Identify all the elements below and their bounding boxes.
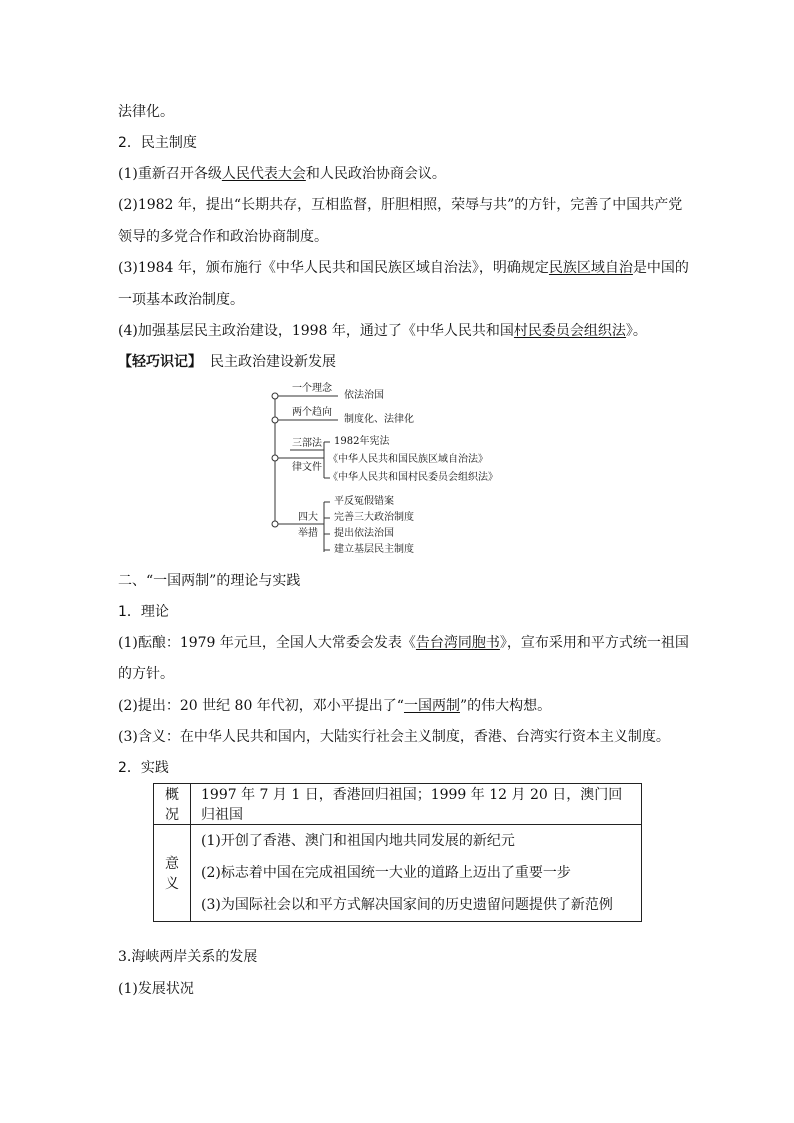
- mind-map-leaf: 依法治国: [344, 390, 384, 401]
- text-line: (3)含义：在中华人民共和国内，大陆实行社会主义制度，香港、台湾实行资本主义制度。: [118, 729, 670, 745]
- text-fragment: (1)酝酿：1979 年元旦，全国人大常委会发表《: [118, 635, 416, 651]
- significance-item: (1)开创了香港、澳门和祖国内地共同发展的新纪元: [201, 833, 515, 849]
- text-line: 一项基本政治制度。: [118, 292, 244, 308]
- significance-item: (2)标志着中国在完成祖国统一大业的道路上迈出了重要一步: [201, 865, 571, 881]
- memory-tag: 【轻巧识记】: [118, 354, 202, 370]
- mind-map-branch-label: 四大: [298, 512, 318, 523]
- text-line: 的方针。: [118, 666, 174, 682]
- section-heading: 1．理论: [118, 604, 169, 620]
- text-line: 领导的多党合作和政治协商制度。: [118, 229, 328, 245]
- text-line: (2)1982 年，提出“长期共存，互相监督，肝胆相照，荣辱与共”的方针，完善了中国共产党: [118, 197, 683, 213]
- table-header-cell: 意义: [154, 825, 191, 922]
- mind-map-branch-label: 一个理念: [292, 383, 332, 394]
- text-fragment: 》。: [625, 323, 647, 339]
- mind-map-branch-label: 律文件: [292, 462, 322, 473]
- text-line: [118, 634, 689, 652]
- text-line: [118, 165, 446, 183]
- text-fragment: (4)加强基层民主政治建设，1998 年，通过了《中华人民共和国: [118, 323, 514, 339]
- mind-map-branch-label: 举措: [298, 528, 318, 539]
- text-fragment: 民主政治建设新发展: [210, 354, 336, 370]
- mind-map-leaf: 提出依法治国: [334, 528, 394, 539]
- mind-map: [270, 380, 530, 560]
- section-heading: 2．民主制度: [118, 135, 197, 151]
- underlined-term: 一国两制: [403, 698, 460, 714]
- practice-table: [153, 783, 642, 922]
- section-heading: 3.海峡两岸关系的发展: [118, 949, 258, 965]
- section-heading: 二、“一国两制”的理论与实践: [118, 573, 301, 589]
- mind-map-leaf: 《中华人民共和国村民委员会组织法》: [328, 472, 498, 483]
- text-fragment: ”的伟大构想。: [459, 698, 552, 714]
- table-cell: 1997 年 7 月 1 日，香港回归祖国；1999 年 12 月 20 日，澳门回归祖国: [191, 784, 642, 825]
- table-cell: [191, 825, 642, 922]
- text-fragment: (2)提出：20 世纪 80 年代初，邓小平提出了“: [118, 698, 404, 714]
- mind-map-leaf: 完善三大政治制度: [334, 512, 414, 523]
- text-line: [118, 259, 689, 277]
- text-fragment: (3)1984 年，颁布施行《中华人民共和国民族区域自治法》，明确规定: [118, 260, 549, 276]
- significance-item: (3)为国际社会以和平方式解决国家间的历史遗留问题提供了新范例: [201, 897, 613, 913]
- underlined-term: 村民委员会组织法: [513, 323, 626, 339]
- table-header-cell: 概况: [154, 784, 191, 825]
- text-line: [118, 697, 551, 715]
- text-line: [118, 322, 647, 340]
- table-row: [154, 784, 642, 825]
- text-fragment: 》，宣布采用和平方式统一祖国: [499, 635, 689, 651]
- text-fragment: 和人民政治协商会议。: [305, 166, 446, 182]
- underlined-term: 民族区域自治: [548, 260, 633, 276]
- table-row: [154, 825, 642, 922]
- mind-map-branch-label: 三部法: [292, 438, 322, 449]
- text-fragment: (1)重新召开各级: [118, 166, 222, 182]
- mind-map-leaf: 制度化、法律化: [344, 414, 414, 425]
- underlined-term: 人民代表大会: [221, 166, 306, 182]
- text-line: 法律化。: [118, 104, 174, 120]
- text-line: (1)发展状况: [118, 981, 194, 997]
- text-fragment: 是中国的: [632, 260, 689, 276]
- underlined-term: 告台湾同胞书: [415, 635, 500, 651]
- section-heading: 2．实践: [118, 760, 169, 776]
- mind-map-leaf: 《中华人民共和国民族区域自治法》: [328, 454, 488, 465]
- text-line: [118, 353, 336, 371]
- mind-map-leaf: 建立基层民主制度: [334, 544, 414, 555]
- mind-map-leaf: 平反冤假错案: [334, 496, 394, 507]
- mind-map-branch-label: 两个趋向: [292, 407, 332, 418]
- mind-map-leaf: 1982年宪法: [334, 436, 390, 447]
